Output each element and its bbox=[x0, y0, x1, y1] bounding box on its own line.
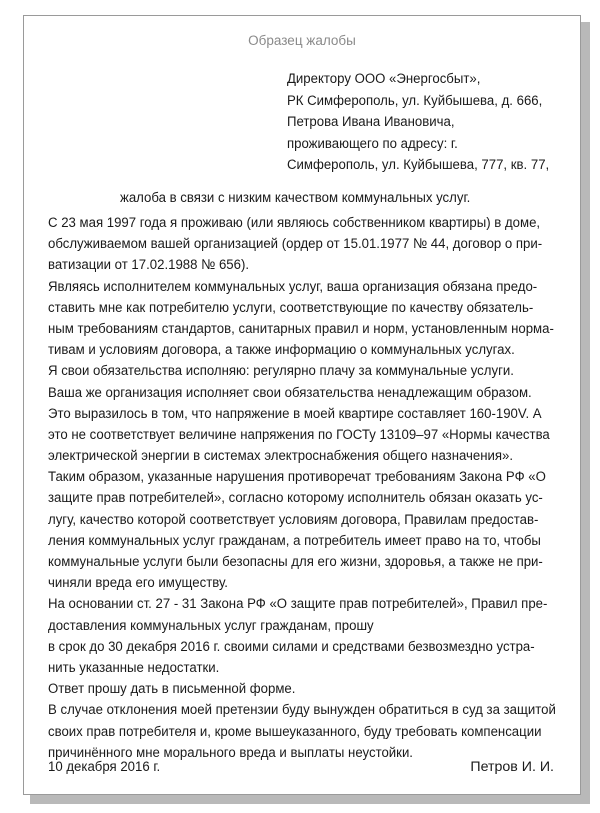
recipient-line: Симферополь, ул. Куйбышева, 777, кв. 77, bbox=[287, 157, 550, 173]
complaint-title: жалоба в связи с низким качеством коммунальных услуг. bbox=[120, 190, 471, 206]
body-line: коммунальные услуги были безопасны для его жизни, здоровья, а также не при- bbox=[48, 554, 543, 570]
body-line: Ответ прошу дать в письменной форме. bbox=[48, 681, 296, 698]
body-line: На основании ст. 27 - 31 Закона РФ «О защите прав потребителей», Правил пре- bbox=[48, 596, 548, 613]
body-line: Я свои обязательства исполняю: регулярно плачу за коммунальные услуги. bbox=[48, 363, 514, 380]
body-line: ставить мне как потребителю услуги, соответствующие по качеству обязатель- bbox=[48, 299, 534, 316]
recipient-line: РК Симферополь, ул. Куйбышева, д. 666, bbox=[287, 92, 543, 109]
recipient-line: Петрова Ивана Ивановича, bbox=[287, 114, 455, 130]
body-line: нить указанные недостатки. bbox=[48, 659, 220, 676]
body-line: Ваша же организация исполняет свои обязательства ненадлежащим образом. bbox=[48, 384, 532, 401]
body-line: своих прав потребителя и, кроме вышеуказанного, буду требовать компенсации bbox=[48, 723, 542, 740]
body-line: ным требованиям стандартов, санитарных правил и норм, установленным норма- bbox=[48, 320, 554, 337]
body-line: это не соответствует величине напряжения по ГОСТу 13109–97 «Нормы качества bbox=[48, 426, 550, 443]
body-line: В случае отклонения моей претензии буду вынужден обратиться в суд за защитой bbox=[48, 702, 556, 719]
body-line: Это выразилось в том, что напряжение в моей квартире составляет 160-190V. А bbox=[48, 405, 542, 422]
body-line: лугу, качество которой соответствует условиям договора, Правилам предостав- bbox=[48, 511, 539, 528]
body-line: чиняли вреда его имуществу. bbox=[48, 575, 228, 592]
body-line: ватизации от 17.02.1988 № 656). bbox=[48, 257, 250, 274]
body-line: обслуживаемом вашей организацией (ордер от 15.01.1977 № 44, договор о при- bbox=[48, 236, 543, 253]
document-caption: Образец жалобы bbox=[248, 33, 356, 48]
body-line: тивам и условиям договора, а также информацию о коммунальных услугах. bbox=[48, 342, 515, 359]
recipient-line: проживающего по адресу: г. bbox=[287, 135, 458, 152]
recipient-line: Директору ООО «Энергосбыт», bbox=[287, 71, 481, 87]
body-line: в срок до 30 декабря 2016 г. своими силами и средствами безвозмездно устра- bbox=[48, 638, 535, 655]
document-page bbox=[23, 15, 581, 795]
recipient-block bbox=[287, 69, 549, 177]
body-line: С 23 мая 1997 года я проживаю (или являюсь собственником квартиры) в доме, bbox=[48, 215, 541, 231]
body-line: Таким образом, указанные нарушения противоречат требованиям Закона РФ «О bbox=[48, 469, 546, 486]
body-line: доставления коммунальных услуг гражданам, прошу bbox=[48, 617, 374, 634]
body-line: Являясь исполнителем коммунальных услуг, ваша организация обязана предо- bbox=[48, 278, 538, 295]
body-line: электрической энергии в системах электроснабжения общего назначения». bbox=[48, 448, 514, 465]
body-line: ления коммунальных услуг гражданам, а потребитель имеет право на то, чтобы bbox=[48, 532, 541, 549]
body-line: причинённого мне морального вреда и выплаты неустойки. bbox=[48, 744, 413, 761]
signature: Петров И. И. bbox=[470, 759, 554, 775]
complaint-body bbox=[48, 213, 569, 764]
body-line: защите прав потребителей», согласно которому исполнитель обязан оказать ус- bbox=[48, 490, 543, 507]
document-date: 10 декабря 2016 г. bbox=[48, 759, 161, 775]
